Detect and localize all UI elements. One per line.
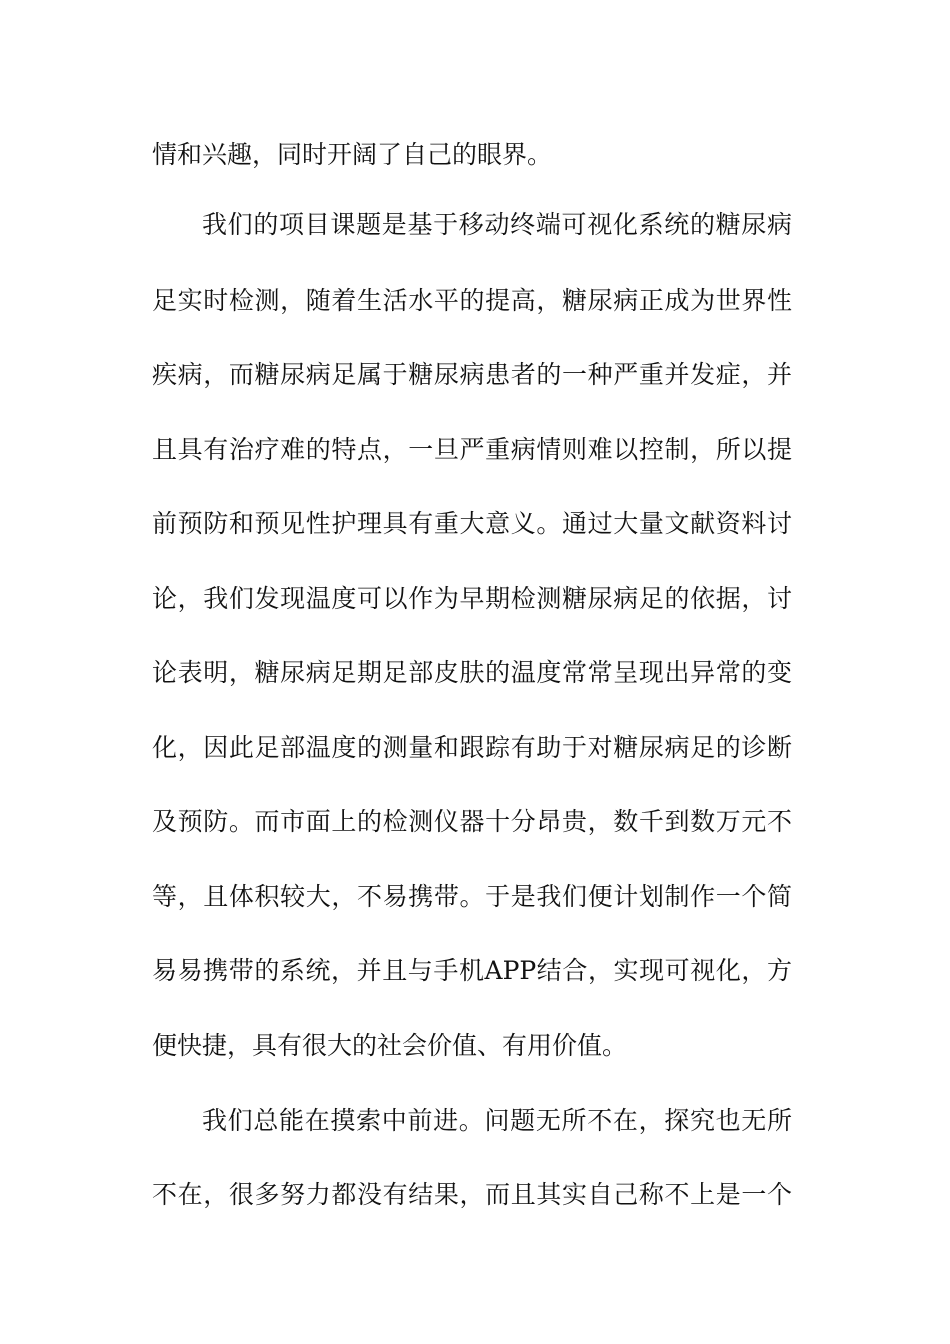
paragraph-2-line-12: 便快捷，具有很大的社会价值、有用价值。 [152,1031,628,1060]
paragraph-2-line-7: 论表明，糖尿病足期足部皮肤的温度常常呈现出异常的变 [152,658,792,687]
paragraph-3-line-2: 不在，很多努力都没有结果，而且其实自己称不上是一个 [152,1180,792,1209]
paragraph-3-line-1: 我们总能在摸索中前进。问题无所不在，探究也无所 [202,1106,792,1135]
paragraph-2-line-6: 论，我们发现温度可以作为早期检测糖尿病足的依据，讨 [152,584,792,613]
paragraph-2-line-4: 且具有治疗难的特点，一旦严重病情则难以控制，所以提 [152,435,792,464]
paragraph-2-line-1: 我们的项目课题是基于移动终端可视化系统的糖尿病 [202,210,792,239]
paragraph-2-line-2: 足实时检测，随着生活水平的提高，糖尿病正成为世界性 [152,286,792,315]
paragraph-2-line-11: 易易携带的系统，并且与手机APP结合，实现可视化，方 [152,956,792,985]
paragraph-2-line-5: 前预防和预见性护理具有重大意义。通过大量文献资料讨 [152,509,792,538]
paragraph-1-line-1: 情和兴趣，同时开阔了自己的眼界。 [152,140,553,169]
paragraph-2-line-10: 等，且体积较大，不易携带。于是我们便计划制作一个简 [152,882,792,911]
paragraph-2-line-3: 疾病，而糖尿病足属于糖尿病患者的一种严重并发症，并 [152,360,792,389]
paragraph-2-line-9: 及预防。而市面上的检测仪器十分昂贵，数千到数万元不 [152,807,792,836]
paragraph-2-line-8: 化，因此足部温度的测量和跟踪有助于对糖尿病足的诊断 [152,733,792,762]
